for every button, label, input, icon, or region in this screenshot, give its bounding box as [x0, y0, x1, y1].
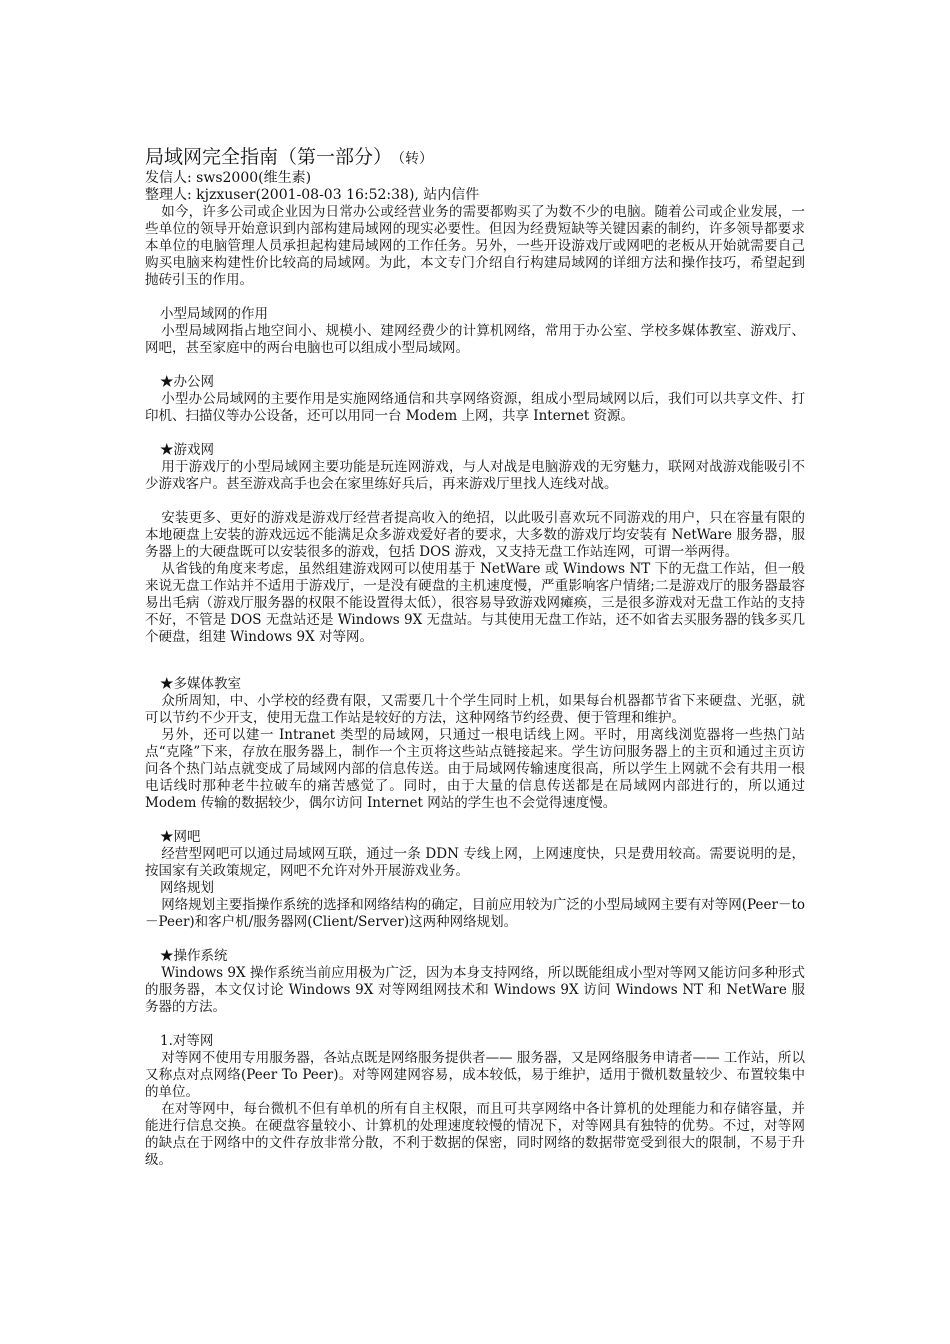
spacer: [145, 289, 805, 306]
spacer: [145, 646, 805, 676]
section-heading-os: ★操作系统: [160, 948, 228, 964]
paragraph: 经营型网吧可以通过局域网互联，通过一条 DDN 专线上网，上网速度快，只是费用较高。需要说明的是，按国家有关政策规定，网吧不允许对外开展游戏业务。: [145, 846, 805, 879]
paragraph: 网络规划主要指操作系统的选择和网络结构的确定，目前应用较为广泛的小型局域网主要有对等网(Peer－to－Peer)和客户机/服务器网(Client/Server)这两种网络规划。: [145, 897, 805, 930]
paragraph: 另外，还可以建一 Intranet 类型的局域网，只通过一根电话线上网。平时，用离线浏览器将一些热门站点“克隆”下来，存放在服务器上，制作一个主页将这些站点链接起来。学生访问服务器上的主页和通过主页访问各个热门站点就变成了局域网内部的信息传送。由于局域网传输速度很高，所以学生上网就不会有共用一根电话线时那种老牛拉破车的痛苦感觉了。同时，由于大量的信息传送都是在局域网内部进行的，所以通过 Modem 传输的数据较少，偶尔访问 Internet 网站的学生也不会觉得速度慢。: [145, 727, 805, 811]
paragraph: Windows 9X 操作系统当前应用极为广泛，因为本身支持网络，所以既能组成小型对等网又能访问多种形式的服务器，本文仅讨论 Windows 9X 对等网组网技术和 Windows 9X 访问 Windows NT 和 NetWare 服务器的方法。: [145, 965, 805, 1015]
spacer: [145, 1016, 805, 1033]
organizer-line: 整理人: kjzxuser(2001-08-03 16:52:38), 站内信件: [145, 187, 480, 203]
paragraph: 小型局域网指占地空间小、规模小、建网经费少的计算机网络，常用于办公室、学校多媒体教室、游戏厅、网吧，甚至家庭中的两台电脑也可以组成小型局域网。: [145, 323, 805, 356]
section-heading-purpose: 小型局域网的作用: [160, 306, 268, 322]
paragraph: 从省钱的角度来考虑，虽然组建游戏网可以使用基于 NetWare 或 Windows NT 下的无盘工作站，但一般来说无盘工作站并不适用于游戏厅，一是没有硬盘的主机速度慢，严重影响客户情绪;二是游戏厅的服务器最容易出毛病（游戏厅服务器的权限不能设置得太低），很容易导致游戏网瘫痪，三是很多游戏对无盘工作站的支持不好，不管是 DOS 无盘站还是 Windows 9X 无盘站。与其使用无盘工作站，还不如省去买服务器的钱多买几个硬盘，组建 Windows 9X 对等网。: [145, 561, 805, 645]
document-body: [145, 146, 805, 1169]
intro-paragraph: 如今，许多公司或企业因为日常办公或经营业务的需要都购买了为数不少的电脑。随着公司或企业发展，一些单位的领导开始意识到内部构建局域网的现实必要性。但因为经费短缺等关键因素的制约，许多领导都要求本单位的电脑管理人员承担起构建局域网的工作任务。另外，一些开设游戏厅或网吧的老板从开始就需要自己购买电脑来构建性价比较高的局域网。为此，本文专门介绍自行构建局域网的详细方法和操作技巧，希望起到抛砖引玉的作用。: [145, 204, 805, 288]
paragraph: 用于游戏厅的小型局域网主要功能是玩连网游戏，与人对战是电脑游戏的无穷魅力，联网对战游戏能吸引不少游戏客户。甚至游戏高手也会在家里练好兵后，再来游戏厅里找人连线对战。: [145, 459, 805, 492]
section-heading-cafe: ★网吧: [160, 829, 201, 845]
spacer: [145, 357, 805, 374]
section-heading-game: ★游戏网: [160, 442, 214, 458]
title-text: 局域网完全指南（第一部分）: [145, 146, 393, 168]
document-title: [145, 146, 805, 170]
paragraph: 对等网不使用专用服务器，各站点既是网络服务提供者—— 服务器，又是网络服务申请者—— 工作站，所以又称点对点网络(Peer To Peer)。对等网建网容易，成本较低，易于维护，适用于微机数量较少、布置较集中的单位。: [145, 1050, 805, 1100]
paragraph: 众所周知，中、小学校的经费有限，又需要几十个学生同时上机，如果每台机器都节省下来硬盘、光驱，就可以节约不少开支，使用无盘工作站是较好的方法，这种网络节约经费、便于管理和维护。: [145, 693, 805, 726]
spacer: [145, 493, 805, 510]
section-heading-p2p: 1.对等网: [160, 1033, 214, 1049]
section-heading-planning: 网络规划: [160, 880, 214, 896]
title-tag: （转）: [398, 151, 434, 167]
paragraph: 在对等网中，每台微机不但有单机的所有自主权限，而且可共享网络中各计算机的处理能力和存储容量，并能进行信息交换。在硬盘容量较小、计算机的处理速度较慢的情况下，对等网具有独特的优势。不过，对等网的缺点在于网络中的文件存放非常分散，不利于数据的保密，同时网络的数据带宽受到很大的限制，不易于升级。: [145, 1101, 805, 1168]
section-heading-office: ★办公网: [160, 374, 214, 390]
spacer: [145, 812, 805, 829]
spacer: [145, 931, 805, 948]
paragraph: 小型办公局域网的主要作用是实施网络通信和共享网络资源，组成小型局域网以后，我们可以共享文件、打印机、扫描仪等办公设备，还可以用同一台 Modem 上网，共享 Internet 资源。: [145, 391, 805, 424]
spacer: [145, 425, 805, 442]
sender-line: 发信人: sws2000(维生素): [145, 170, 312, 186]
section-heading-multimedia: ★多媒体教室: [160, 676, 241, 692]
paragraph: 安装更多、更好的游戏是游戏厅经营者提高收入的绝招，以此吸引喜欢玩不同游戏的用户，只在容量有限的本地硬盘上安装的游戏远远不能满足众多游戏爱好者的要求，大多数的游戏厅均安装有 NetWare 服务器，服务器上的大硬盘既可以安装很多的游戏，包括 DOS 游戏，又支持无盘工作站连网，可谓一举两得。: [145, 510, 805, 560]
